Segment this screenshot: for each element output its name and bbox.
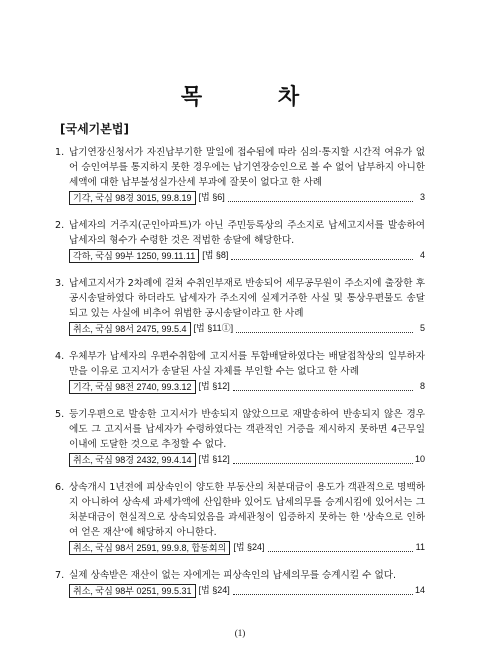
entry-text: 실제 상속받은 재산이 없는 자에게는 피상속인의 납세의무를 승계시킬 수 없다.	[69, 570, 397, 581]
case-reference-box: 취소, 국심 98서 2591, 99.9.8, 합동회의	[69, 541, 230, 555]
entry-text: 등기우편으로 발송한 고지서가 반송되지 않았으므로 재발송하여 반송되지 않은 경우에도 그 고지서를 납세자가 수령하였다는 객관적인 거증을 제시하지 못하면 4근무일 이내에 도달한 것으로 추정할 수 없다.	[69, 409, 425, 450]
case-reference-box: 기각, 국심 98경 3015, 99.8.19	[69, 191, 196, 205]
leader-dots	[231, 251, 413, 260]
entry-reference-line	[69, 452, 425, 467]
toc-entry[interactable]	[55, 480, 425, 555]
case-reference-box: 취소, 국심 98경 2432, 99.4.14	[69, 453, 196, 467]
leader-dots	[233, 382, 413, 391]
toc-entry[interactable]	[55, 145, 425, 205]
entry-number: 7.	[55, 570, 65, 581]
entry-text: 우체부가 납세자의 우편수취함에 고지서를 투함배달하였다는 배달접착상의 일부하자만을 이유로 고지서가 송달된 사실 자체를 부인할 수는 없다고 한 사례	[69, 351, 425, 377]
case-reference-box: 취소, 국심 98서 2475, 99.5.4	[69, 322, 191, 336]
law-article: [법 §6]	[198, 192, 225, 202]
page-footer-number: (1)	[234, 628, 246, 638]
entry-number: 1.	[55, 147, 65, 158]
law-article: [법 §12]	[198, 381, 230, 391]
entry-page-number: 5	[419, 323, 425, 333]
entry-text: 납세자의 거주지(군인아파트)가 아닌 주민등록상의 주소지로 납세고지서를 발송하여 납세자의 형수가 수령한 것은 적법한 송달에 해당한다.	[69, 220, 425, 246]
leader-dots	[233, 586, 413, 595]
entry-reference-line	[69, 321, 425, 336]
toc-entry[interactable]	[55, 407, 425, 467]
toc-entry[interactable]	[55, 349, 425, 394]
leader-dots	[228, 193, 413, 202]
leader-dots	[268, 543, 413, 552]
entry-page-number: 4	[419, 250, 425, 260]
case-reference-box: 취소, 국심 98부 0251, 99.5.31	[69, 584, 196, 598]
entry-number: 6.	[55, 482, 65, 493]
page-title: 목 차	[180, 84, 334, 110]
entry-number: 3.	[55, 278, 65, 289]
toc-entry[interactable]	[55, 568, 425, 598]
toc-entries	[55, 145, 425, 611]
entry-reference-line	[69, 583, 425, 598]
entry-reference-line	[69, 379, 425, 394]
law-article: [법 §24]	[233, 542, 265, 552]
law-article: [법 §11①]	[193, 323, 234, 333]
leader-dots	[233, 455, 413, 464]
law-article: [법 §12]	[198, 454, 230, 464]
entry-text: 납기연장신청서가 자진납부기한 말일에 접수됨에 따라 심의·통지할 시간적 여유가 없어 승인여부를 통지하지 못한 경우에는 납기연장승인으로 볼 수 없어 납부하지 아니한 세액에 대한 납부불성실가산세 부과에 잘못이 없다고 한 사례	[69, 147, 425, 188]
leader-dots	[236, 324, 413, 333]
entry-text: 납세고지서가 2차례에 걸쳐 수취인부재로 반송되어 세무공무원이 주소지에 출장한 후 공시송달하였다 하더라도 납세자가 주소지에 실제거주한 사실 및 통상우편물도 송달되고 있는 사실에 비추어 위법한 공시송달이라고 한 사례	[69, 278, 425, 319]
toc-entry[interactable]	[55, 218, 425, 263]
case-reference-box: 기각, 국심 98전 2740, 99.3.12	[69, 380, 196, 394]
entry-reference-line	[69, 540, 425, 555]
toc-entry[interactable]	[55, 276, 425, 336]
entry-reference-line	[69, 190, 425, 205]
entry-number: 2.	[55, 220, 65, 231]
entry-page-number: 3	[419, 192, 425, 202]
entry-page-number: 10	[414, 454, 425, 464]
entry-reference-line	[69, 248, 425, 263]
entry-number: 4.	[55, 351, 65, 362]
entry-text: 상속개시 1년전에 피상속인이 양도한 부동산의 처분대금이 용도가 객관적으로 명백하지 아니하여 상속세 과세가액에 산입한바 있어도 납세의무를 승계시킴에 있어서는 그 처분대금이 현실적으로 상속되었음을 과세관청이 입증하지 못하는 한 '상속으로 인하여 얻은 재산'에 해당하지 아니한다.	[69, 482, 425, 538]
law-article: [법 §24]	[198, 585, 230, 595]
entry-page-number: 11	[415, 542, 425, 552]
entry-number: 5.	[55, 409, 65, 420]
entry-page-number: 8	[419, 381, 425, 391]
case-reference-box: 각하, 국심 99부 1250, 99.11.11	[69, 249, 199, 263]
entry-page-number: 14	[414, 585, 425, 595]
law-article: [법 §8]	[202, 250, 229, 260]
section-heading: [국세기본법]	[60, 122, 129, 136]
